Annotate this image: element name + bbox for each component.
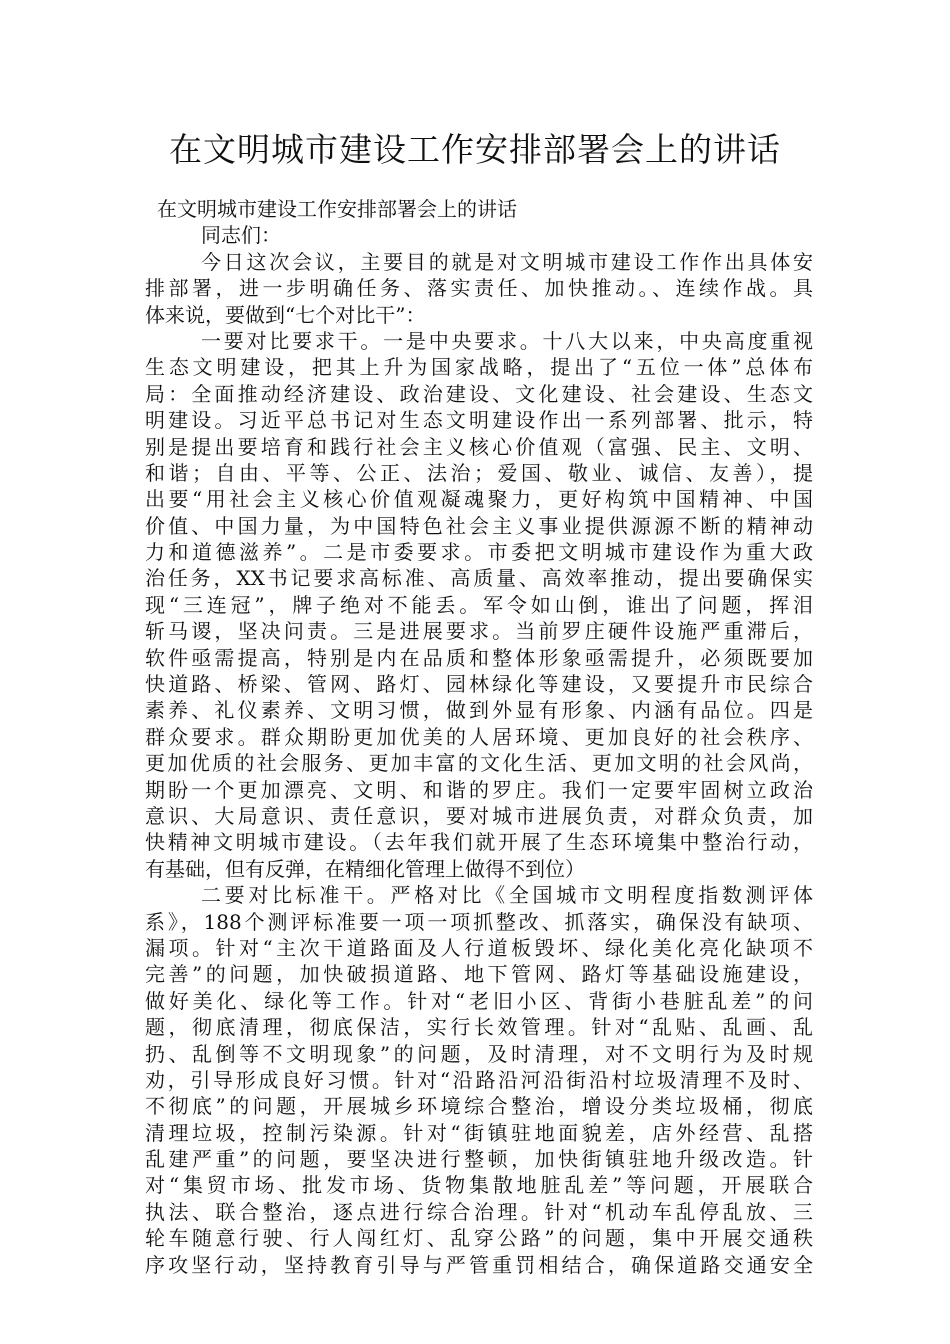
document-subtitle: 在文明城市建设工作安排部署会上的讲话 (157, 197, 517, 221)
text-line: 二要对比标准干。严格对比《全国城市文明程度指数测评体 (201, 883, 813, 908)
greeting: 同志们： (201, 223, 281, 248)
text-line: 今日这次会议，主要目的就是对文明城市建设工作作出具体安 (201, 249, 813, 274)
text-line: 局：全面推动经济建设、政治建设、文化建设、社会建设、生态文 (145, 381, 813, 406)
paragraph-standards (145, 882, 813, 1278)
text-line: 一要对比要求干。一是中央要求。十八大以来，中央高度重视 (201, 328, 813, 353)
text-line: 对“集贸市场、批发市场、货物集散地脏乱差”等问题，开展联合 (145, 1173, 813, 1198)
text-line: 出要“用社会主义核心价值观凝魂聚力，更好构筑中国精神、中国 (145, 487, 813, 512)
text-line: 序攻坚行动，坚持教育引导与严管重罚相结合，确保道路交通安全 (145, 1252, 813, 1277)
text-line: 治任务，XX书记要求高标准、高质量、高效率推动，提出要确保实 (145, 566, 813, 591)
text-line: 价值、中国力量，为中国特色社会主义事业提供源源不断的精神动 (145, 513, 813, 538)
text-line: 意识、大局意识、责任意识，要对城市进展负责，对群众负责，加 (145, 803, 813, 828)
text-line: 轮车随意行驶、行人闯红灯、乱穿公路”的问题，集中开展交通秩 (145, 1226, 813, 1251)
document-title: 在文明城市建设工作安排部署会上的讲话 (169, 130, 781, 169)
text-line: 系》，188个测评标准要一项一项抓整改、抓落实，确保没有缺项、 (145, 909, 813, 934)
text-line: 题，彻底清理，彻底保洁，实行长效管理。针对“乱贴、乱画、乱 (145, 1015, 813, 1040)
text-line: 漏项。针对“主次干道路面及人行道板毁坏、绿化美化亮化缺项不 (145, 935, 813, 960)
text-line: 体来说，要做到“七个对比干”： (145, 302, 426, 327)
text-line: 清理垃圾，控制污染源。针对“街镇驻地面貌差，店外经营、乱搭 (145, 1120, 813, 1145)
text-line: 明建设。习近平总书记对生态文明建设作出一系列部署、批示，特 (145, 408, 813, 433)
document-body (145, 196, 813, 1278)
text-line: 群众要求。群众期盼更加优美的人居环境、更加良好的社会秩序、 (145, 724, 813, 749)
text-line: 劝，引导形成良好习惯。针对“沿路沿河沿街沿村垃圾清理不及时、 (145, 1067, 813, 1092)
text-line: 斩马谡，坚决问责。三是进展要求。当前罗庄硬件设施严重滞后， (145, 619, 813, 644)
text-line: 有基础，但有反弹，在精细化管理上做得不到位） (145, 856, 585, 881)
text-line: 扔、乱倒等不文明现象”的问题，及时清理，对不文明行为及时规 (145, 1041, 813, 1066)
text-line: 软件亟需提高，特别是内在品质和整体形象亟需提升，必须既要加 (145, 645, 813, 670)
text-line: 和谐；自由、平等、公正、法治；爱国、敬业、诚信、友善），提 (145, 460, 813, 485)
text-line: 完善”的问题，加快破损道路、地下管网、路灯等基础设施建设， (145, 962, 813, 987)
text-line: 做好美化、绿化等工作。针对“老旧小区、背街小巷脏乱差”的问 (145, 988, 813, 1013)
text-line: 快道路、桥梁、管网、路灯、园林绿化等建设，又要提升市民综合 (145, 672, 813, 697)
text-line: 期盼一个更加漂亮、文明、和谐的罗庄。我们一定要牢固树立政治 (145, 777, 813, 802)
text-line: 乱建严重”的问题，要坚决进行整顿，加快街镇驻地升级改造。针 (145, 1147, 813, 1172)
paragraph-intro (145, 249, 813, 328)
text-line: 素养、礼仪素养、文明习惯，做到外显有形象、内涵有品位。四是 (145, 698, 813, 723)
text-line: 力和道德滋养”。二是市委要求。市委把文明城市建设作为重大政 (145, 540, 813, 565)
text-line: 更加优质的社会服务、更加丰富的文化生活、更加文明的社会风尚， (145, 751, 813, 776)
text-line: 执法、联合整治，逐点进行综合治理。针对“机动车乱停乱放、三 (145, 1199, 813, 1224)
text-line: 别是提出要培育和践行社会主义核心价值观（富强、民主、文明、 (145, 434, 813, 459)
text-line: 不彻底”的问题，开展城乡环境综合整治，增设分类垃圾桶，彻底 (145, 1094, 813, 1119)
text-line: 生态文明建设，把其上升为国家战略，提出了“五位一体”总体布 (145, 355, 813, 380)
text-line: 快精神文明城市建设。（去年我们就开展了生态环境集中整治行动， (145, 830, 813, 855)
text-line: 排部署，进一步明确任务、落实责任、加快推动。、连续作战。具 (145, 276, 813, 301)
paragraph-requirements (145, 328, 813, 882)
text-line: 现“三连冠”，牌子绝对不能丢。军令如山倒，谁出了问题，挥泪 (145, 592, 813, 617)
